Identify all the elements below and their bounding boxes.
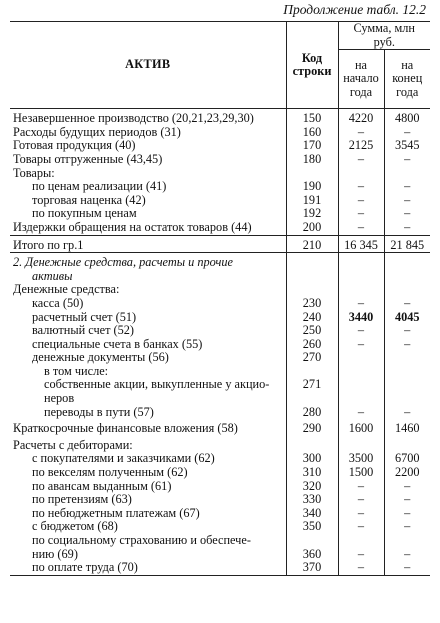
table-row: с бюджетом (68) 350 – – — [10, 520, 430, 534]
section-heading-row: активы — [10, 270, 430, 284]
table-row: валютный счет (52) 250 – – — [10, 324, 430, 338]
table-row: Товары: — [10, 167, 430, 181]
table-row: Издержки обращения на остаток товаров (44) 200 – – — [10, 221, 430, 235]
table-row: Товары отгруженные (43,45) 180 – – — [10, 153, 430, 167]
table-caption: Продолжение табл. 12.2 — [283, 2, 426, 17]
table-header — [10, 22, 430, 109]
table-row: Расчеты с дебиторами: — [10, 436, 430, 453]
table-row: собственные акции, выкупленные у акцио- 271 — [10, 378, 430, 392]
table-row: по оплате труда (70) 370 – – — [10, 561, 430, 575]
table-row: в том числе: — [10, 365, 430, 379]
table-row: Денежные средства: — [10, 283, 430, 297]
start-of-year-header: на начало года — [338, 50, 384, 109]
table-row: с покупателями и заказчиками (62) 300 3500 6700 — [10, 452, 430, 466]
total-row: Итого по гр.1 210 16 345 21 845 — [10, 235, 430, 253]
table-row: по ценам реализации (41) 190 – – — [10, 180, 430, 194]
code-header: Код строки — [286, 22, 338, 109]
asset-header: АКТИВ — [125, 57, 171, 72]
table-row: нию (69) 360 – – — [10, 548, 430, 562]
table-row: Незавершенное производство (20,21,23,29,30) 150 4220 4800 — [10, 109, 430, 126]
table-row: переводы в пути (57) 280 – – — [10, 406, 430, 420]
table-row: Расходы будущих периодов (31) 160 – – — [10, 126, 430, 140]
table-row: по социальному страхованию и обеспече- — [10, 534, 430, 548]
table-row: по небюджетным платежам (67) 340 – – — [10, 507, 430, 521]
table-row: касса (50) 230 – – — [10, 297, 430, 311]
balance-sheet-table — [10, 21, 430, 576]
table-row: по авансам выданным (61) 320 – – — [10, 480, 430, 494]
table-row: специальные счета в банках (55) 260 – – — [10, 338, 430, 352]
section-heading-row: 2. Денежные средства, расчеты и прочие — [10, 253, 430, 270]
table-row: денежные документы (56) 270 — [10, 351, 430, 365]
end-of-year-header: на конец года — [384, 50, 430, 109]
table-row: по претензиям (63) 330 – – — [10, 493, 430, 507]
table-row: по покупным ценам 192 – – — [10, 207, 430, 221]
table-row: неров — [10, 392, 430, 406]
sum-header: Сумма, млн руб. — [338, 22, 430, 50]
table-row: Краткосрочные финансовые вложения (58) 290 1600 1460 — [10, 419, 430, 436]
table-row: торговая наценка (42) 191 – – — [10, 194, 430, 208]
table-row: Готовая продукция (40) 170 2125 3545 — [10, 139, 430, 153]
table-row: по векселям полученным (62) 310 1500 2200 — [10, 466, 430, 480]
table-row: расчетный счет (51) 240 3440 4045 — [10, 311, 430, 325]
